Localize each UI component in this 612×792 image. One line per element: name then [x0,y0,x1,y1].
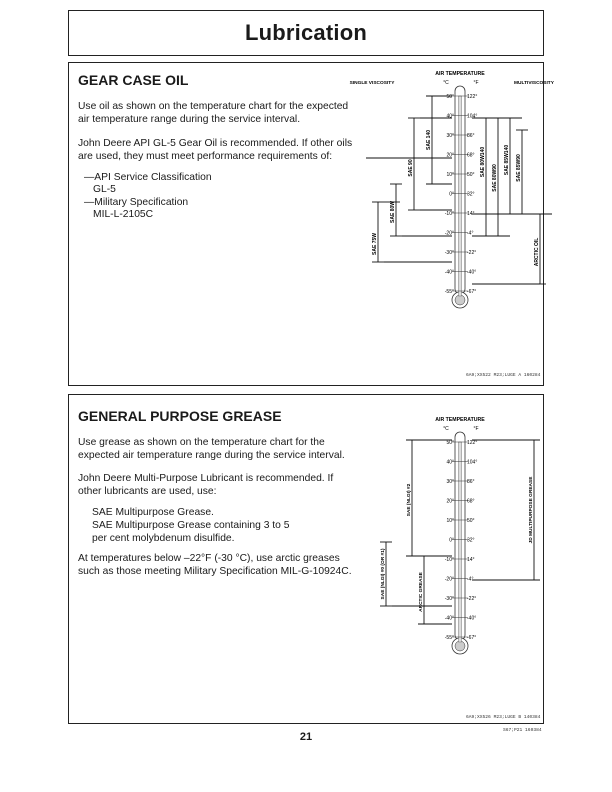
fahrenheit-tick-label: 68° [467,152,475,159]
celsius-tick-label: 20° [446,498,454,505]
fahrenheit-tick-label: 32° [467,191,475,198]
fahrenheit-tick-label: 86° [467,132,475,139]
fahrenheit-tick-label: 50° [467,517,475,524]
fahrenheit-tick-label: -67° [467,288,477,295]
celsius-tick-label: -10° [444,210,454,217]
grease-para-2: John Deere Multi-Purpose Lubricant is recommended. If other lubricants are used, use: [78,473,334,497]
oil-label-sae-80w140: SAE 80W140 [480,146,486,178]
oil-label-sae-80w: SAE 80W [390,201,396,223]
celsius-tick-label: -55° [444,634,454,641]
celsius-tick-label: -30° [444,249,454,256]
gear-case-heading: GEAR CASE OIL [78,72,189,88]
fahrenheit-tick-label: 104° [467,459,478,466]
grease-para-1: Use grease as shown on the temperature chart for the expected air temperature range during the service interval. [78,437,345,461]
oil-label-sae-85w140: SAE 85W140 [504,144,510,176]
celsius-tick-label: 40° [446,113,454,120]
grease-para-3: At temperatures below –22°F (-30 °C), use arctic greases such as those meeting Military Specification MIL-G-10924C. [78,553,352,577]
fahrenheit-tick-label: -67° [467,634,477,641]
gear-case-para-2: John Deere API GL-5 Gear Oil is recommended. If other oils are used, they must meet performance requirements of: [78,138,353,162]
fahrenheit-tick-label: 122° [467,439,478,446]
fahrenheit-tick-label: 14° [467,210,475,217]
oil-label-sae-140: SAE 140 [426,129,432,151]
fahrenheit-tick-label: 122° [467,93,478,100]
fahrenheit-tick-label: -40° [467,269,477,276]
single-viscosity-label: SINGLE VISCOSITY [349,81,395,86]
celsius-tick-label: -20° [444,230,454,237]
celsius-tick-label: 50° [446,93,454,100]
celsius-tick-label: -10° [444,556,454,563]
celsius-tick-label: 10° [446,171,454,178]
grease-chart-unit-f: °F [473,426,479,432]
gear-chart-unit-c: °C [443,80,449,86]
grease-heading: GENERAL PURPOSE GREASE [78,408,282,424]
celsius-tick-label: 20° [446,152,454,159]
multiviscosity-label: MULTIVISCOSITY [514,81,554,86]
oil-label-sae-85w90: SAE 85W90 [516,154,522,182]
fahrenheit-tick-label: 32° [467,537,475,544]
gear-case-ref-code: 6A9;XX522 M23;LUGE A 160284 [466,373,541,378]
celsius-tick-label: -55° [444,288,454,295]
oil-label-sae-80w90: SAE 80W90 [492,164,498,192]
grease-lubricant-list: SAE Multipurpose Grease. SAE Multipurpose Grease containing 3 to 5 per cent molybdenum disulfide. [92,507,290,544]
celsius-tick-label: 0° [449,191,454,198]
grease-ref-code: 6A9;XX526 M23;LUGE B 140384 [466,715,541,720]
fahrenheit-tick-label: 86° [467,478,475,485]
celsius-tick-label: 30° [446,478,454,485]
oil-label-sae-75w: SAE 75W [372,233,378,255]
fahrenheit-tick-label: -22° [467,249,477,256]
page-title: Lubrication [245,20,367,45]
celsius-tick-label: 30° [446,132,454,139]
fahrenheit-tick-label: 68° [467,498,475,505]
fahrenheit-tick-label: -22° [467,595,477,602]
fahrenheit-tick-label: -4° [467,576,474,583]
grease-thermometer [452,432,468,654]
grease-label-arctic: ARCTIC GREASE [419,572,424,612]
grease-chart-unit-c: °C [443,426,449,432]
grease-label-nlgi-0: SAE (NLGI) #0 (OR #1) [381,548,386,600]
celsius-tick-label: 50° [446,439,454,446]
celsius-tick-label: -40° [444,269,454,276]
oil-label-arctic-oil: ARCTIC OIL [534,237,540,267]
grease-label-jd-multipurpose: JD MULTIPURPOSE GREASE [529,476,534,544]
oil-label-sae-90: SAE 90 [408,159,414,177]
fahrenheit-tick-label: 104° [467,113,478,120]
celsius-tick-label: 0° [449,537,454,544]
page-number: 21 [299,731,313,743]
grease-chart-title: AIR TEMPERATURE [435,417,485,423]
celsius-tick-label: -20° [444,576,454,583]
fahrenheit-tick-label: -40° [467,615,477,622]
celsius-tick-label: 40° [446,459,454,466]
footer-code: S67;P21 160384 [503,728,542,733]
fahrenheit-tick-label: 50° [467,171,475,178]
grease-label-nlgi-2: SAE (NLGI) #2 [407,483,412,517]
celsius-tick-label: -40° [444,615,454,622]
celsius-tick-label: 10° [446,517,454,524]
gear-case-para-1: Use oil as shown on the temperature chart for the expected air temperature range during the service interval. [78,101,349,125]
gear-chart-unit-f: °F [473,80,479,86]
gear-case-spec-list: —API Service Classification GL-5 —Military Specification MIL-L-2105C [84,172,212,220]
fahrenheit-tick-label: -4° [467,230,474,237]
gear-chart-title: AIR TEMPERATURE [435,71,485,77]
celsius-tick-label: -30° [444,595,454,602]
fahrenheit-tick-label: 14° [467,556,475,563]
